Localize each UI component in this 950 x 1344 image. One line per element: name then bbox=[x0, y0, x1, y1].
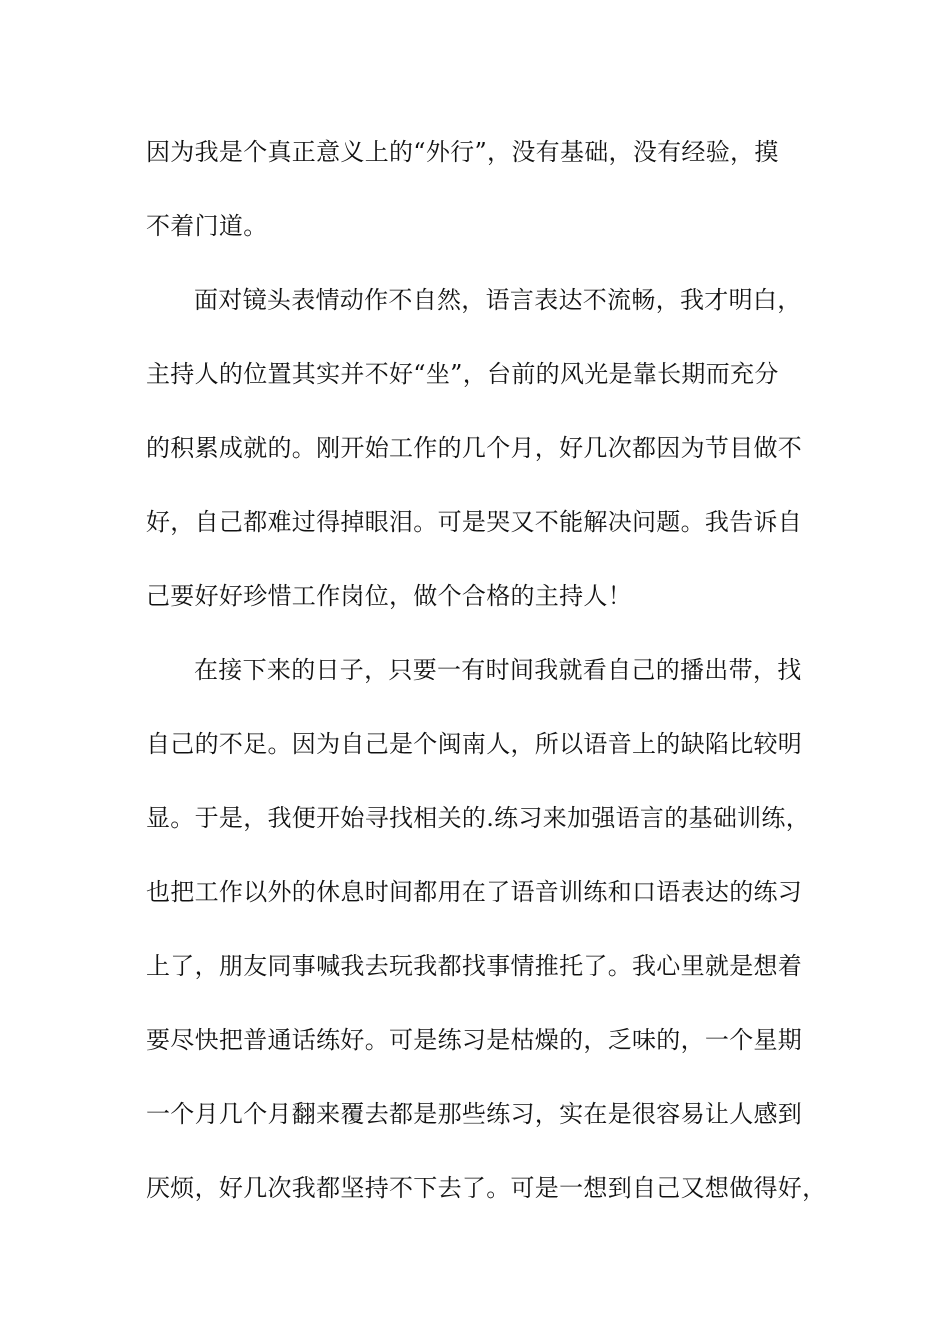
text-line: 主持人的位置其实并不好“坐”，台前的风光是靠长期而充分 bbox=[146, 360, 779, 388]
paragraph-start-line: 面对镜头表情动作不自然，语言表达不流畅，我才明白， bbox=[194, 286, 802, 314]
text-line: 也把工作以外的休息时间都用在了语音训练和口语表达的练习 bbox=[146, 878, 803, 906]
text-line: 要尽快把普通话练好。可是练习是枯燥的，乏味的，一个星期 bbox=[146, 1026, 803, 1054]
text-line: 上了，朋友同事喊我去玩我都找事情推托了。我心里就是想着 bbox=[146, 952, 803, 980]
text-line: 不着门道。 bbox=[146, 212, 268, 240]
text-line: 厌烦，好几次我都坚持不下去了。可是一想到自己又想做得好， bbox=[146, 1174, 827, 1202]
text-line: 显。于是，我便开始寻找相关的.练习来加强语言的基础训练， bbox=[146, 804, 811, 832]
text-line: 因为我是个真正意义上的“外行”，没有基础，没有经验，摸 bbox=[146, 138, 779, 166]
text-line: 好，自己都难过得掉眼泪。可是哭又不能解决问题。我告诉自 bbox=[146, 508, 803, 536]
paragraph-start-line: 在接下来的日子，只要一有时间我就看自己的播出带，找 bbox=[194, 656, 802, 684]
text-line: 一个月几个月翻来覆去都是那些练习，实在是很容易让人感到 bbox=[146, 1100, 803, 1128]
text-line: 己要好好珍惜工作岗位，做个合格的主持人！ bbox=[146, 582, 632, 610]
text-line: 的积累成就的。刚开始工作的几个月，好几次都因为节目做不 bbox=[146, 434, 803, 462]
text-line: 自己的不足。因为自己是个闽南人，所以语音上的缺陷比较明 bbox=[146, 730, 803, 758]
